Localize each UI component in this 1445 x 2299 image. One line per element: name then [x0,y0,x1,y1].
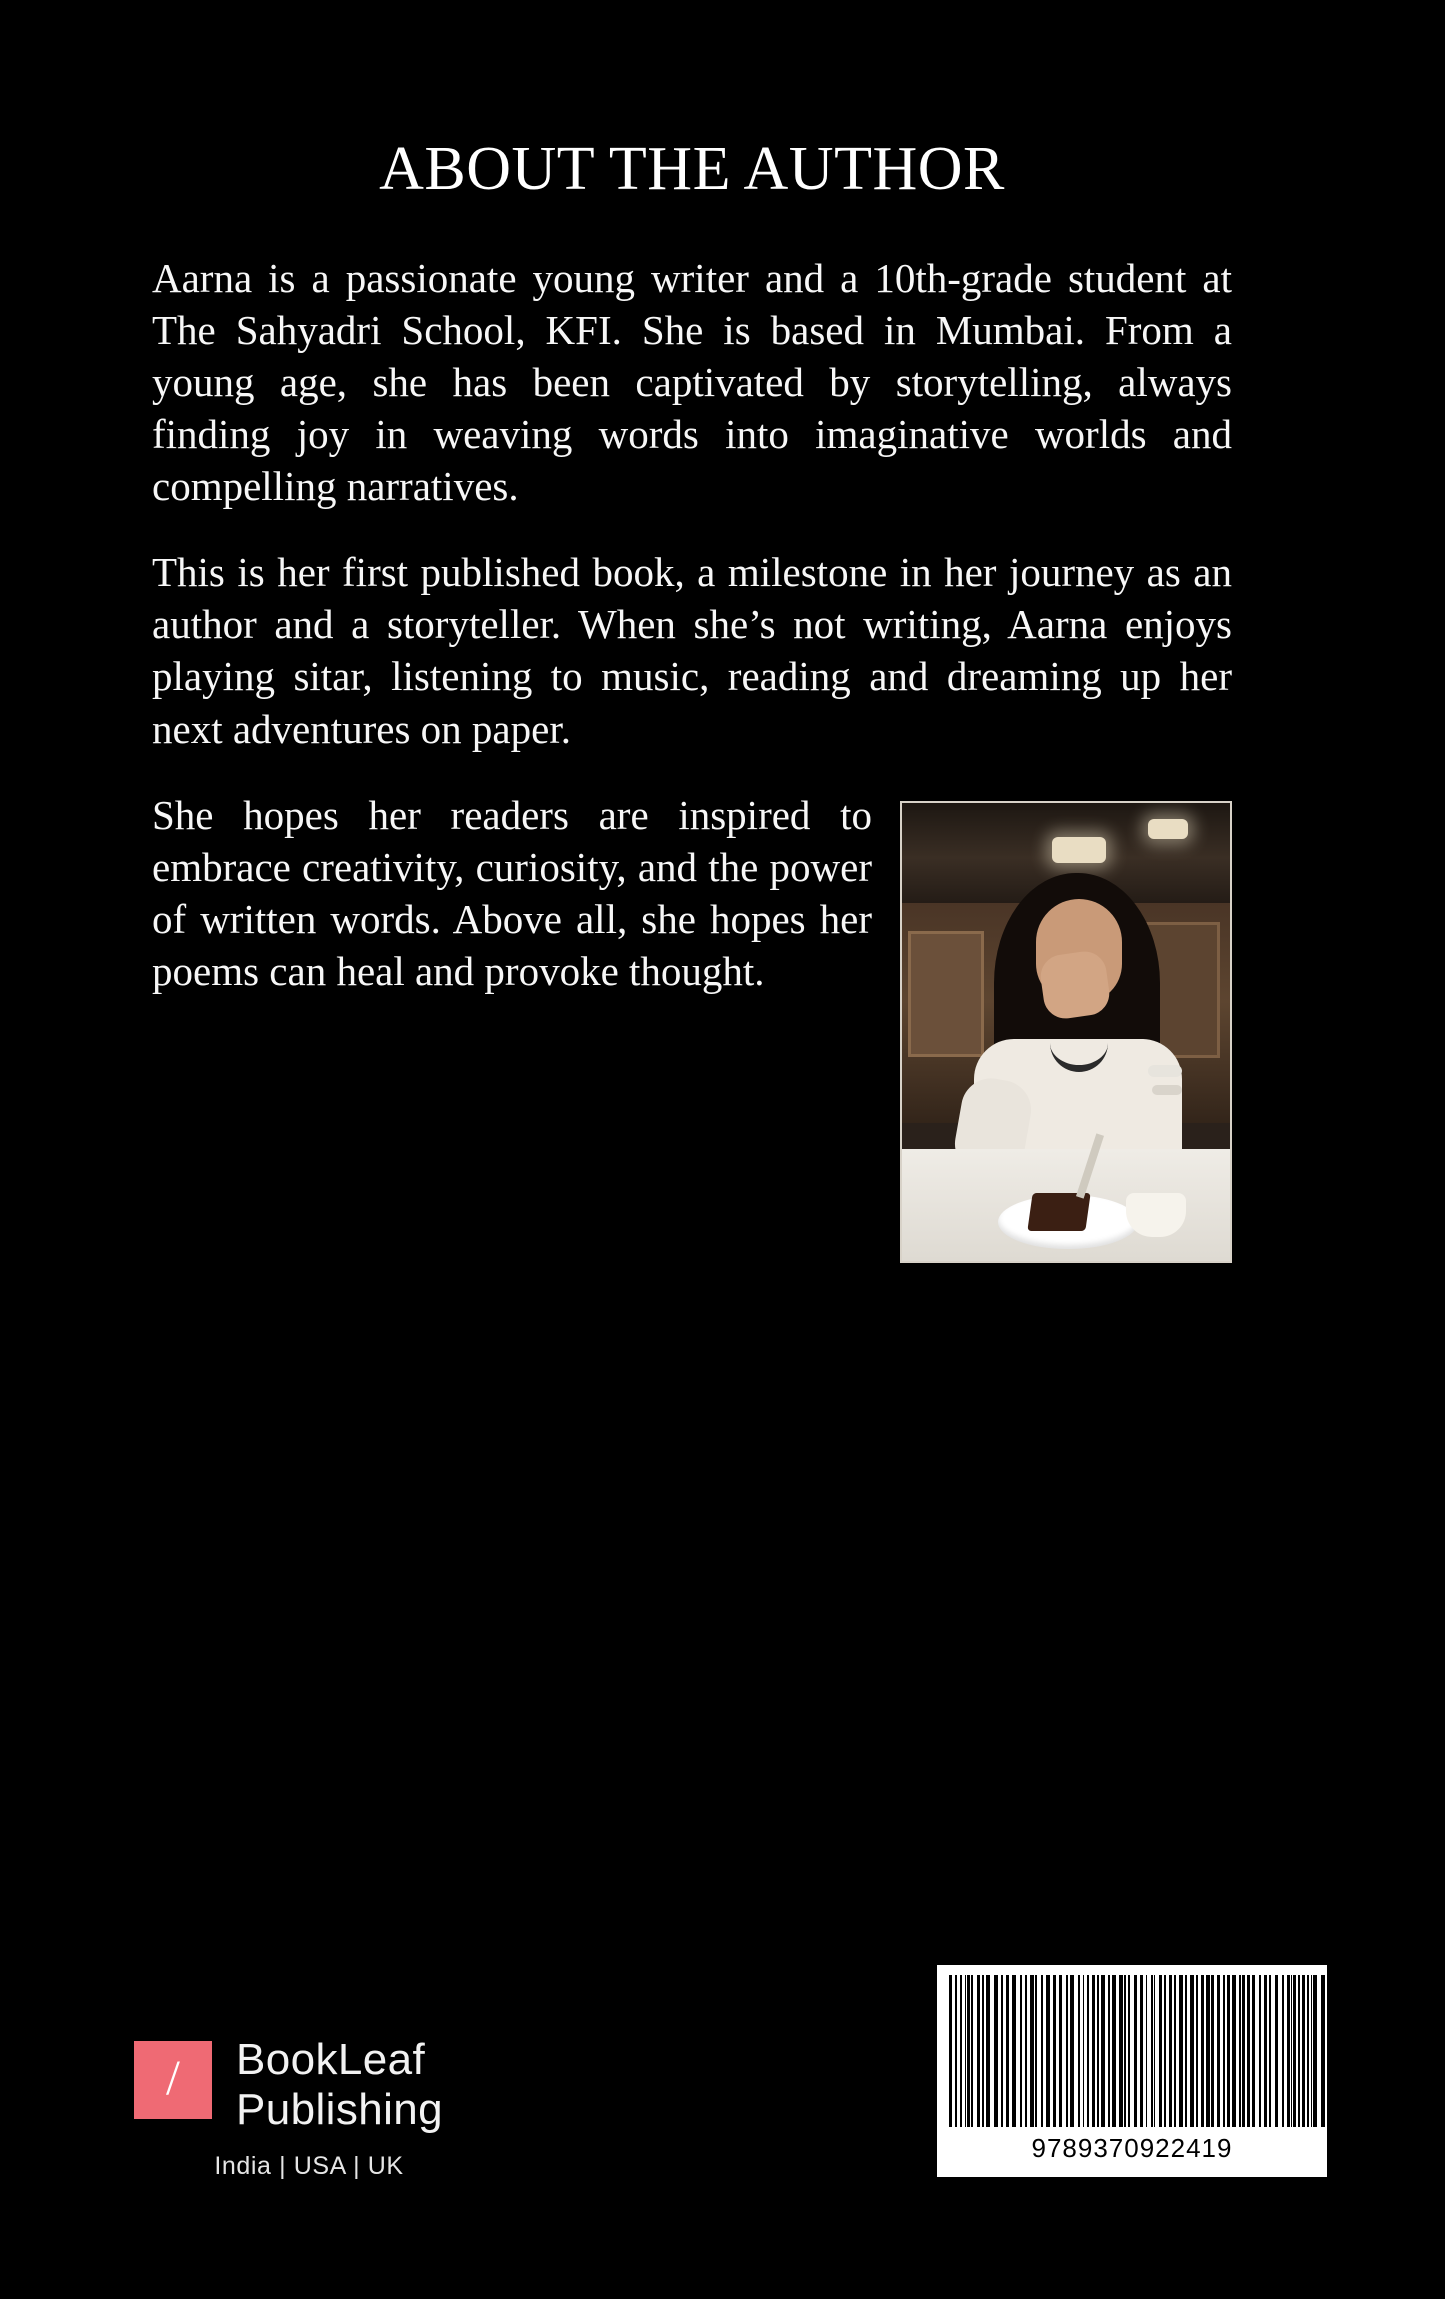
about-the-author-section [152,0,1232,1273]
photo-lamp-icon [1148,819,1188,839]
photo-person-bracelet [1148,1065,1182,1077]
publisher-mark-icon [134,2041,212,2119]
bio-paragraph-3-with-photo [152,789,1232,1273]
publisher-name [236,2035,443,2134]
bio-paragraph-2: This is her first published book, a milestone in her journey as an author and a storyteller. When she’s not writing, Aarna enjoys playing sitar, listening to music, reading and dreaming up her next adventures on paper. [152,549,1232,752]
publisher-name-line1: BookLeaf [236,2035,426,2085]
barcode [937,1965,1327,2177]
publisher-name-line2: Publishing [236,2084,444,2134]
bio-paragraph-1: Aarna is a passionate young writer and a 10th-grade student at The Sahyadri School, KFI. She is based in Mumbai. From a young age, she has been captivated by storytelling, always finding joy in weaving words into imaginative worlds and compelling narratives. [152,255,1232,510]
author-photo [900,801,1232,1263]
barcode-bars [949,1975,1315,2127]
publisher-logo [134,2035,443,2134]
publisher-regions: India | USA | UK [214,2152,404,2180]
photo-cake-slice [1027,1193,1090,1231]
page-title: ABOUT THE AUTHOR [379,135,1005,203]
cover-footer [0,1869,1445,2299]
author-bio [152,252,1232,1273]
publisher-mark-glyph: / [166,2049,180,2106]
photo-cup [1126,1193,1186,1237]
barcode-isbn: 9789370922419 [1031,2133,1233,2163]
photo-person-bracelet [1152,1085,1182,1095]
photo-window [908,931,984,1057]
photo-lamp-icon [1052,837,1106,863]
bio-paragraph-3: She hopes her readers are inspired to embrace creativity, curiosity, and the power of written words. Above all, she hopes her poems can heal and provoke thought. [152,791,872,994]
photo-person-hand [1038,948,1112,1021]
